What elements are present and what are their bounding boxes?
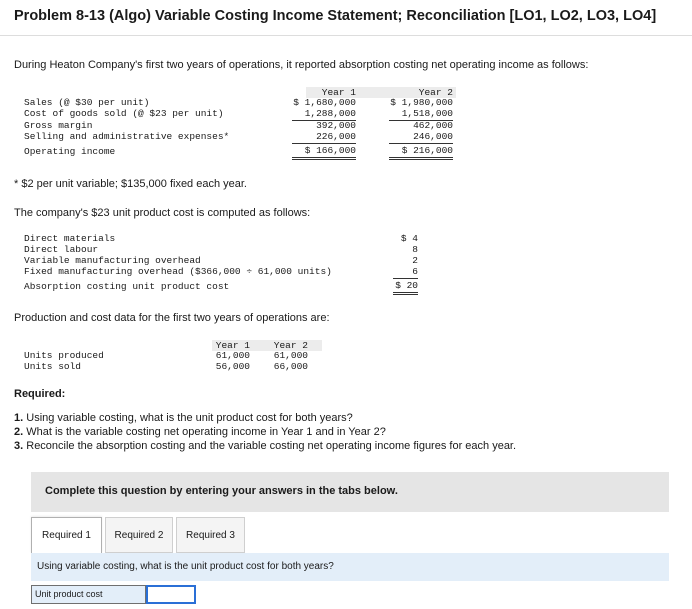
unit-product-cost-input[interactable] [146,585,196,604]
income-row-label: Sales (@ $30 per unit) [24,97,150,108]
income-row-y2: 246,000 [389,131,453,144]
unit-cost-value: 8 [412,244,418,255]
requirement-number: 1. [14,412,24,424]
production-col-header-year2: Year 2 [273,340,308,351]
footnote: * $2 per unit variable; $135,000 fixed each year. [14,178,247,190]
unit-cost-value: 6 [393,266,418,279]
production-row-label: Units sold [24,361,82,372]
question-bar [31,553,669,581]
production-row-label: Units produced [24,350,104,361]
page-title: Problem 8-13 (Algo) Variable Costing Income Statement; Reconciliation [LO1, LO2, LO3, LO4] [14,8,657,24]
income-row-y2: 462,000 [413,120,453,131]
requirement-text: Using variable costing, what is the unit product cost for both years? [26,412,353,424]
income-row-label: Gross margin [24,120,93,131]
unit-cost-intro: The company's $23 unit product cost is computed as follows: [14,207,311,219]
tab-required-1[interactable]: Required 1 [31,517,102,553]
unit-cost-value: $ 4 [400,233,418,244]
unit-cost-value: 2 [412,255,418,266]
requirement-text: What is the variable costing net operating income in Year 1 and in Year 2? [26,426,386,438]
intro-text: During Heaton Company's first two years of operations, it reported absorption costing net operating income as follows: [14,59,589,71]
income-col-header-year1: Year 1 [321,87,356,98]
production-col-header-year1: Year 1 [215,340,250,351]
income-row-y1: $ 166,000 [292,145,356,160]
income-row-label: Operating income [24,146,116,157]
income-row-y1: 1,288,000 [292,108,356,121]
requirement-item [14,440,516,452]
instruction-banner [31,472,669,512]
income-row-label: Selling and administrative expenses* [24,131,230,142]
tab-required-3[interactable]: Required 3 [176,517,245,553]
income-row-y2: 1,518,000 [389,108,453,121]
requirement-item [14,412,353,424]
unit-cost-label: Absorption costing unit product cost [24,281,230,292]
production-row-y1: 61,000 [215,350,250,361]
question-text: Using variable costing, what is the unit product cost for both years? [37,561,334,572]
income-row-label: Cost of goods sold (@ $23 per unit) [24,108,224,119]
income-row-y1: $ 1,680,000 [293,97,356,108]
unit-cost-label: Direct labour [24,244,99,255]
requirement-number: 2. [14,426,24,438]
title-divider [0,35,692,36]
requirement-item [14,426,386,438]
production-row-y2: 61,000 [273,350,308,361]
requirement-number: 3. [14,440,24,452]
income-row-y1: 226,000 [292,131,356,144]
production-row-y1: 56,000 [215,361,250,372]
instruction-text: Complete this question by entering your answers in the tabs below. [45,485,398,497]
unit-cost-label: Direct materials [24,233,116,244]
income-row-y1: 392,000 [316,120,356,131]
tab-required-2[interactable]: Required 2 [105,517,173,553]
income-row-y2: $ 1,980,000 [390,97,453,108]
unit-cost-value: $ 20 [393,280,418,295]
required-heading: Required: [14,388,66,400]
unit-product-cost-label: Unit product cost [31,585,146,604]
unit-cost-label: Fixed manufacturing overhead ($366,000 ÷ 61,000 units) [24,266,332,277]
unit-cost-label: Variable manufacturing overhead [24,255,201,266]
income-col-header-year2: Year 2 [418,87,453,98]
requirement-text: Reconcile the absorption costing and the variable costing net operating income figures for each year. [26,440,517,452]
production-intro: Production and cost data for the first two years of operations are: [14,312,330,324]
production-row-y2: 66,000 [273,361,308,372]
income-row-y2: $ 216,000 [389,145,453,160]
